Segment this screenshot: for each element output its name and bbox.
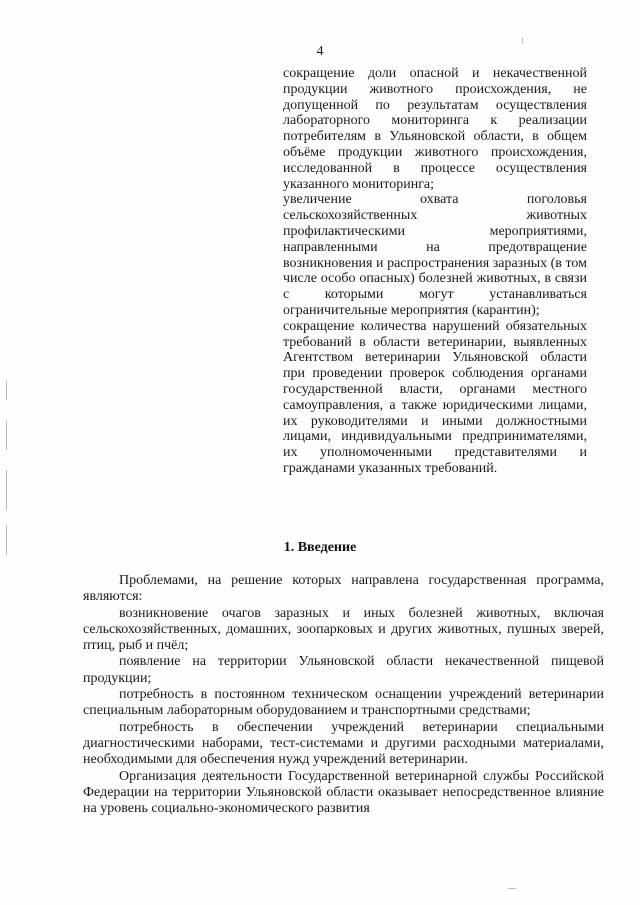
scan-speck	[6, 420, 7, 450]
paragraph: потребность в обеспечении учреждений ветеринарии специальными диагностическими наборами, тест-системами и другими расходными материалами, необходимыми для обеспечения нужд учреждений ветеринарии.	[83, 719, 604, 768]
scan-speck	[6, 525, 7, 555]
goal-item: сокращение количества нарушений обязательных требований в области ветеринарии, выявленных Агентством ветеринарии Ульяновской области при проведении проверок соблюдения органами государственной власти, органами местного самоуправления, а также юридическими лицами, их руководителями и иными должностными лицами, индивидуальными предпринимателями, их уполномоченными представителями и гражданами указанных требований.	[283, 318, 587, 476]
paragraph: Организация деятельности Государственной ветеринарной службы Российской Федерации на территории Ульяновской области оказывает непосредственное влияние на уровень социально-экономического развития	[83, 768, 604, 817]
scan-speck	[508, 888, 516, 889]
paragraph: Проблемами, на решение которых направлена государственная программа, являются:	[83, 573, 604, 605]
page-number: 4	[316, 44, 324, 59]
paragraph: возникновение очагов заразных и иных болезней животных, включая сельскохозяйственных, домашних, зоопарковых и других животных, пушных зверей, птиц, рыб и пчёл;	[83, 605, 604, 654]
scan-speck	[6, 380, 7, 400]
scan-speck	[522, 38, 523, 44]
paragraph: потребность в постоянном техническом оснащении учреждений ветеринарии специальным лабораторным оборудованием и транспортными средствами;	[83, 687, 604, 719]
scan-speck	[6, 470, 7, 510]
intro-text	[83, 573, 604, 817]
goal-item: увеличение охвата поголовья сельскохозяйственных животных профилактическими мероприятиями, направленными на предотвращение возникновения и распространения заразных (в том числе особо опасных) болезней животных, в связи с которыми могут устанавливаться ограничительные мероприятия (карантин);	[283, 192, 587, 318]
section-heading: 1. Введение	[283, 540, 357, 555]
goals-list	[283, 66, 587, 477]
paragraph: появление на территории Ульяновской области некачественной пищевой продукции;	[83, 654, 604, 686]
goal-item: сокращение доли опасной и некачественной продукции животного происхождения, не допущенной по результатам осуществления лабораторного мониторинга к реализации потребителям в Ульяновской области, в общем объёме продукции животного происхождения, исследованной в процессе осуществления указанного мониторинга;	[283, 66, 587, 192]
